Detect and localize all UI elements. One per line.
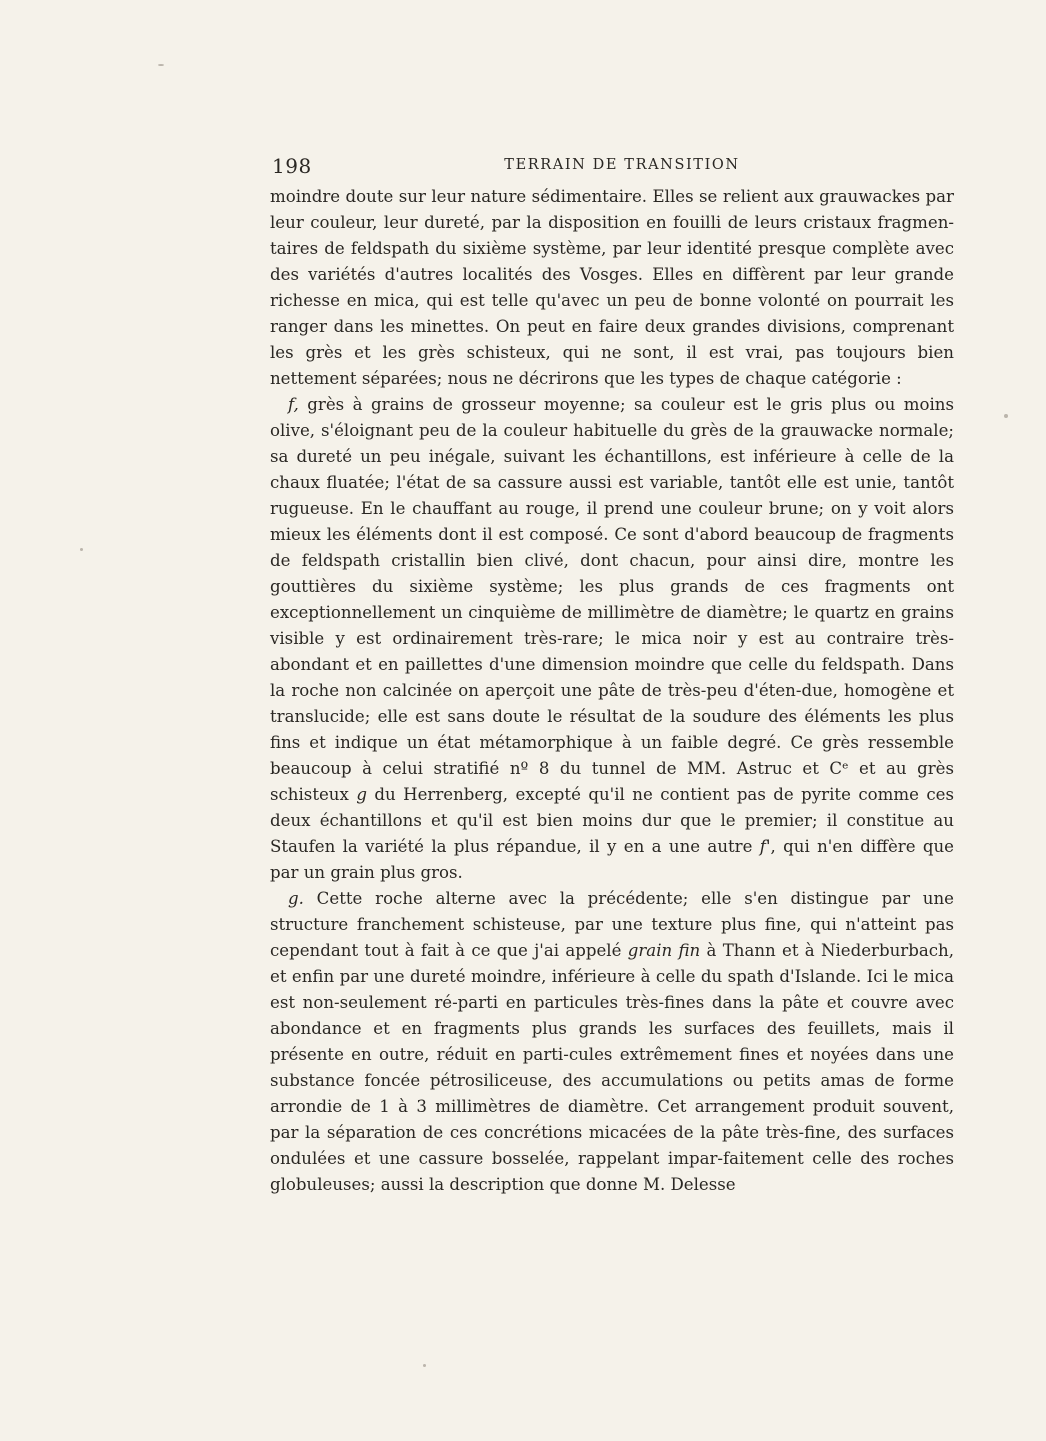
italic-term: g bbox=[356, 785, 367, 804]
paragraph-lead-g: g. bbox=[288, 889, 304, 908]
paper-speck bbox=[158, 64, 164, 66]
paragraph-text: du Herrenberg, excepté qu'il ne contient pas de pyrite comme ces deux échantillons et qu'il est bien moins dur que le premier; il constitue au Staufen la variété la plus répandue, il y en a une autre bbox=[270, 785, 954, 856]
paragraph-g bbox=[270, 886, 954, 1198]
paragraph-text: Cette roche alterne avec la précédente; elle s'en distingue par une structure franchement schisteuse, par une texture plus fine, qui n'atteint pas cependant tout à fait à ce que j'ai appelé bbox=[270, 889, 954, 960]
paragraph-text: , qui n'en diffère que par un grain plus gros. bbox=[270, 837, 954, 882]
paragraph-text: à Thann et à Niederburbach, et enfin par une dureté moindre, inférieure à celle du spath d'Islande. Ici le mica est non-seulement ré-parti en particules très-fines dans la pâte et couvre avec abondance et en fragments plus grands les surfaces des feuillets, mais il présente en outre, réduit en parti-cules extrêmement fines et noyées dans une substance foncée pétrosiliceuse, des accumulations ou petits amas de forme arrondie de 1 à 3 millimètres de diamètre. Cet arrangement produit souvent, par la séparation de ces concrétions micacées de la pâte très-fine, des surfaces ondulées et une cassure bosselée, rappelant impar-faitement celle des roches globuleuses; aussi la description que donne M. Delesse bbox=[270, 941, 954, 1194]
paragraph-text: moindre doute sur leur nature sédimentaire. Elles se relient aux grauwackes par leur couleur, leur dureté, par la disposition en fouilli de leurs cristaux fragmen-taires de feldspath du sixième système, par leur identité presque complète avec des variétés d'autres localités des Vosges. Elles en diffèrent par leur grande richesse en mica, qui est telle qu'avec un peu de bonne volonté on pourrait les ranger dans les minettes. On peut en faire deux grandes divisions, comprenant les grès et les grès schisteux, qui ne sont, il est vrai, pas toujours bien nettement séparées; nous ne décrirons que les types de chaque catégorie : bbox=[270, 187, 954, 388]
italic-term: f' bbox=[759, 837, 771, 856]
paragraph-f bbox=[270, 392, 954, 886]
page-number: 198 bbox=[272, 154, 312, 178]
paragraph-lead-f: f, bbox=[288, 395, 299, 414]
paper-speck bbox=[423, 1364, 426, 1367]
running-head: TERRAIN DE TRANSITION bbox=[504, 157, 740, 173]
paper-speck bbox=[1004, 414, 1008, 418]
paper-speck bbox=[80, 548, 83, 551]
paragraph-text: grès à grains de grosseur moyenne; sa couleur est le gris plus ou moins olive, s'éloignant peu de la couleur habituelle du grès de la grauwacke normale; sa dureté un peu inégale, suivant les échantillons, est inférieure à celle de la chaux fluatée; l'état de sa cassure aussi est variable, tantôt elle est unie, tantôt rugueuse. En le chauffant au rouge, il prend une couleur brune; on y voit alors mieux les éléments dont il est composé. Ce sont d'abord beaucoup de fragments de feldspath cristallin bien clivé, dont chacun, pour ainsi dire, montre les gouttières du sixième système; les plus grands de ces fragments ont exceptionnellement un cinquième de millimètre de diamètre; le quartz en grains visible y est ordinairement très-rare; le mica noir y est au contraire très-abondant et en paillettes d'une dimension moindre que celle du feldspath. Dans la roche non calcinée on aperçoit une pâte de très-peu d'éten-due, homogène et translucide; elle est sans doute le résultat de la soudure des éléments les plus fins et indique un état métamorphique à un faible degré. Ce grès ressemble beaucoup à celui stratifié nº 8 du tunnel de MM. Astruc et Cᵉ et au grès schisteux bbox=[270, 395, 954, 804]
italic-term: grain fin bbox=[627, 941, 701, 960]
body-text bbox=[270, 184, 954, 1198]
page-header bbox=[270, 154, 954, 180]
paragraph-intro bbox=[270, 184, 954, 392]
